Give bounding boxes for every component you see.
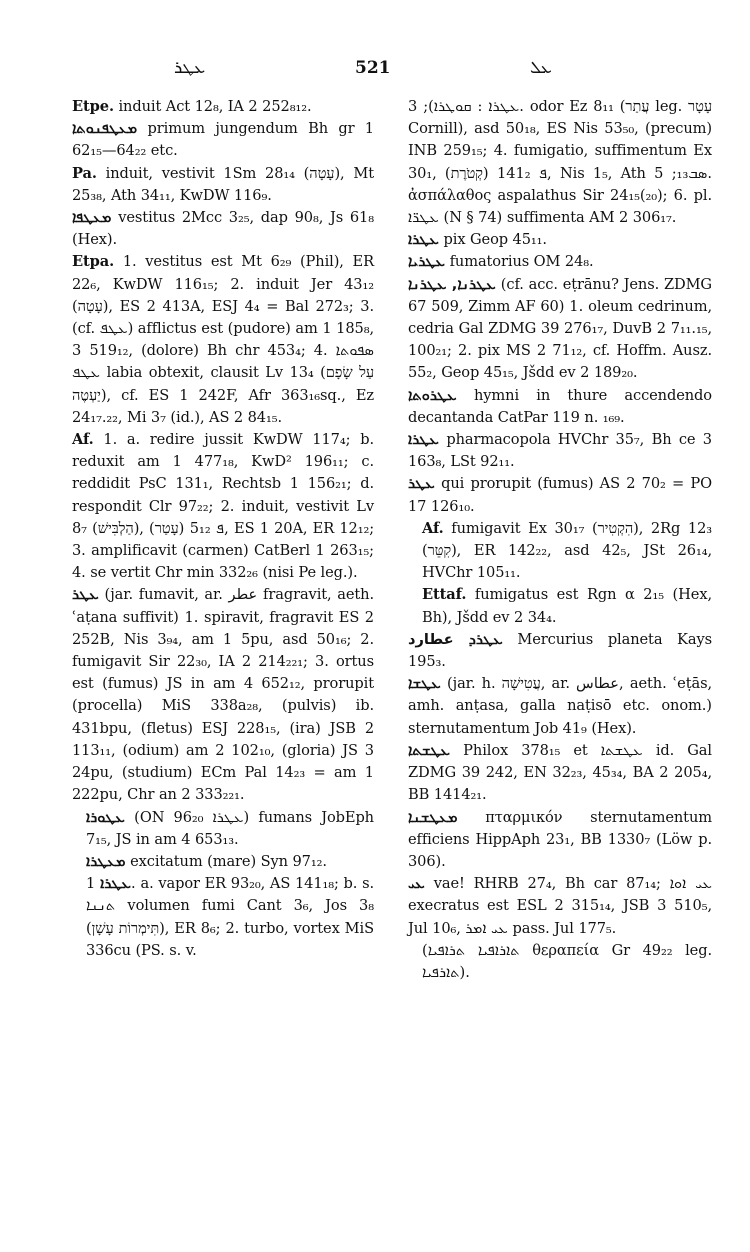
entry-text: fumatorius OM 24₈. xyxy=(444,253,594,271)
entry-text: vestitus 2Mcc 3₂₅, dap 90₈, Js 61₈ (Hex). xyxy=(72,209,374,249)
entry-headword: ܥܛܪܕ عطارد xyxy=(408,630,503,648)
entry-headword: ܥܛܫܐ xyxy=(408,675,441,693)
entry-text: (ON 96₂₀ ܥܛܪܐ) fumans JobEph 7₁₅, JS in am 4 653₁₃. xyxy=(86,808,374,848)
page-header xyxy=(0,58,750,88)
dictionary-entry xyxy=(72,163,374,207)
entry-headword: ܥܝ xyxy=(408,875,425,893)
dictionary-entry xyxy=(408,229,712,251)
entry-headword: ܡܥܛܪܐ xyxy=(86,852,126,870)
left-column xyxy=(72,96,374,962)
entry-text: induit Act 12₈, IA 2 252₈₁₂. xyxy=(113,98,312,115)
entry-headword: ܥܛܪܘܬܐ xyxy=(408,386,457,404)
entry-headword: ܥܛܪܐ xyxy=(408,431,439,449)
dictionary-entry xyxy=(408,673,712,740)
dictionary-entry xyxy=(72,96,374,118)
entry-text: πταρμικόν sternutamentum efficiens HippAph 23₁, BB 1330₇ (Löw p. 306). xyxy=(408,808,712,870)
dictionary-entry xyxy=(408,274,712,385)
dictionary-entry xyxy=(72,851,374,873)
entry-headword: Etpe. xyxy=(72,98,114,115)
entry-text: qui prorupit (fumus) AS 2 70₂ = PO 17 126₁₀. xyxy=(408,475,712,515)
dictionary-entry xyxy=(408,584,712,628)
right-column xyxy=(408,96,712,984)
dictionary-entry xyxy=(72,429,374,584)
entry-headword: Pa. xyxy=(72,164,97,182)
entry-text: fumigatus est Rgn α 2₁₅ (Hex, Bh), Jšdd ev 2 34₄. xyxy=(422,586,712,626)
dictionary-entry xyxy=(408,629,712,673)
entry-headword: ܥܛܪܝܐ xyxy=(408,253,445,271)
entry-headword: ܡܥܛܦܢܘܬܐ xyxy=(72,120,138,138)
entry-text: ܥܛܪܐ : ܩܘܛܪܐ); 3. odor Ez 8₁₁ (עֲתַר leg. עָטָר Cornill), asd 50₁₈, ES Nis 53₅₀, (precum) INB 259₁₅; 4. fumigatio, suffimentum Ex 30₁, ܦ 141₂ (קְטֹרֶת), Nis 1₅, Ath ܣܒ₁₃; 5. ἀσπάλαθος aspalathus Sir 24₁₅(₂₀); 6. pl. ܥܛܪ̈ܐ (N § 74) suffimenta AM 2 306₁₇. xyxy=(408,98,712,227)
dictionary-entry xyxy=(72,807,374,851)
entry-headword: ܥܛܪ xyxy=(72,586,99,604)
dictionary-entry xyxy=(408,807,712,874)
dictionary-entry xyxy=(408,251,712,273)
entry-text: (jar. h. עֲטִישָׁה, ar. عطاس, aeth. ʿeṭās, amh. anṭasa, galla naṭisō etc. onom.) sternutamentum Job 41₉ (Hex). xyxy=(408,675,712,737)
dictionary-entry xyxy=(408,385,712,429)
dictionary-entry xyxy=(408,429,712,473)
entry-text: (cf. acc. eṭrānu? Jens. ZDMG 67 509, Zimm AF 60) 1. oleum cedrinum, cedria Gal ZDMG 39 276₁₇, DuvB 2 7₁₁.₁₅, 100₂₁; 2. pix MS 2 71₁₂, cf. Hoffm. Ausz. 55₂, Geop 45₁₅, Jšdd ev 2 189₂₀. xyxy=(408,275,712,382)
entry-headword: ܡܥܛܫܢܐ xyxy=(408,808,458,826)
entry-text: pharmacopola HVChr 35₇, Bh ce 3 163₈, LSt 92₁₁. xyxy=(408,431,712,471)
entry-headword: ܥܛܪܢܐ, ܥܛܪܢܐ xyxy=(408,275,496,293)
dictionary-entry xyxy=(408,96,712,229)
entry-text: fumigavit Ex 30₁₇ (הִקְטִיר), 2Rg 12₃ (קִטֵּר), ER 142₂₂, asd 42₅, JSt 26₁₄, HVChr 105₁₁. xyxy=(422,519,713,582)
running-head-left: ܥܛܪ xyxy=(174,58,206,78)
entry-text: 1. a. vapor ER 93₂₀, AS 141₁₈; b. s. ܬܢܢܐ volumen fumi Cant 3₆, Jos 3₈ (תִּימְרוֹת עָשָׁן), ER 8₆; 2. turbo, vortex MiS 336cu (PS. s. v. xyxy=(86,875,374,959)
entry-headword: ܥܛܪܐ xyxy=(100,875,131,893)
entry-text: (ܬܐܪܐܦܝܐ ܬܪܐܦܝܐ θεραπεία Gr 49₂₂ leg. ܬܐܪܦܝܐ). xyxy=(422,941,712,981)
entry-text: vae! RHRB 27₄, Bh car 87₁₄; ܥܝ ܐܘܐ execratus est ESL 2 315₁₄, JSB 3 510₅, Jul 10₆, ܥܝ ܐܡܪ pass. Jul 177₅. xyxy=(408,875,712,937)
entry-headword: Af. xyxy=(422,519,444,537)
entry-headword: ܥܛܘܪܐ xyxy=(86,808,125,826)
entry-text: excitatum (mare) Syn 97₁₂. xyxy=(125,852,327,870)
dictionary-entry xyxy=(72,118,374,162)
dictionary-entry xyxy=(72,207,374,251)
dictionary-entry xyxy=(408,740,712,807)
entry-text: primum jungendum Bh gr 1 62₁₅—64₂₂ etc. xyxy=(72,120,374,160)
entry-headword: Ettaf. xyxy=(422,586,467,604)
entry-text: hymni in thure accendendo decantanda CatPar 119 n. ₁₆₉. xyxy=(408,386,712,426)
dictionary-entry xyxy=(408,518,712,585)
dictionary-entry xyxy=(408,940,712,984)
entry-headword: ܥܛܪܐ xyxy=(408,231,439,249)
entry-text: Philox 378₁₅ et ܥܛܫܬܐ id. Gal ZDMG 39 242, EN 32₂₃, 45₃₄, BA 2 205₄, BB 1414₂₁. xyxy=(408,741,712,804)
entry-text: Mercurius planeta Kays 195₃. xyxy=(408,630,712,671)
dictionary-entry xyxy=(72,584,374,806)
entry-text: 1. vestitus est Mt 6₂₉ (Phil), ER 22₆, KwDW 116₁₅; 2. induit Jer 43₁₂ (עָטָה), ES 2 413A, ESJ 4₄ = Bal 272₃; 3. (cf. ܥܛܦ) afflictus est (pudore) am 1 185₈, 3 519₁₂, (dolore) Bh chr 453₄; 4. ܣܦܘܬܐ ܥܛܦ labia obtexit, clausit Lv 13₄ (עַל שָׂפָם יַעְטֶה), cf. ES 1 242F, Afr 363₁₆sq., Ez 24₁₇.₂₂, Mi 3₇ (id.), AS 2 84₁₅. xyxy=(72,253,374,426)
entry-text: (jar. fumavit, ar. عطر fragravit, aeth. ʿaṭana suffivit) 1. spiravit, fragravit ES 2 252B, Nis 3₉₄, am 1 5pu, asd 50₁₆; 2. fumigavit Sir 22₃₀, IA 2 214₂₂₁; 3. ortus est (fumus) JS in am 4 652₁₂, prorupit (procella) MiS 338a₂₈, (pulvis) ib. 431bpu, (fletus) ESJ 228₁₅, (ira) JSB 2 113₁₁, (odium) am 2 102₁₀, (gloria) JS 3 24pu, (studium) ECm Pal 14₂₃ = am 1 222pu, Chr an 2 333₂₂₁. xyxy=(72,586,374,804)
entry-headword: ܥܛܪ xyxy=(408,475,435,493)
dictionary-entry xyxy=(408,873,712,940)
dictionary-entry xyxy=(408,473,712,517)
dictionary-entry xyxy=(72,251,374,429)
running-head-right: ܥܠ xyxy=(530,58,552,78)
entry-text: 1. a. redire jussit KwDW 117₄; b. reduxit am 1 477₁₈, KwD² 196₁₁; c. reddidit PsC 131₁, Rechtsb 1 156₂₁; d. respondit Clr 97₂₂; 2. induit, vestivit Lv 8₇ (הַלְבִּישׁ), ܦ 5₁₂ (עָטַר), ES 1 20A, ER 12₁₂; 3. amplificavit (carmen) CatBerl 1 263₁₅; 4. se vertit Chr min 332₂₆ (nisi Pe leg.). xyxy=(72,431,375,582)
entry-headword: ܡܥܛܦܐ xyxy=(72,209,112,227)
entry-text: induit, vestivit 1Sm 28₁₄ (עָטָה), Mt 25₃₈, Ath 34₁₁, KwDW 116₉. xyxy=(72,164,374,204)
entry-headword: Af. xyxy=(72,431,94,449)
page-number: 521 xyxy=(355,58,391,78)
entry-headword: ܥܛܫܬܐ xyxy=(408,741,451,759)
entry-headword: Etpa. xyxy=(72,253,115,271)
dictionary-entry xyxy=(72,873,374,962)
entry-text: pix Geop 45₁₁. xyxy=(438,231,547,249)
